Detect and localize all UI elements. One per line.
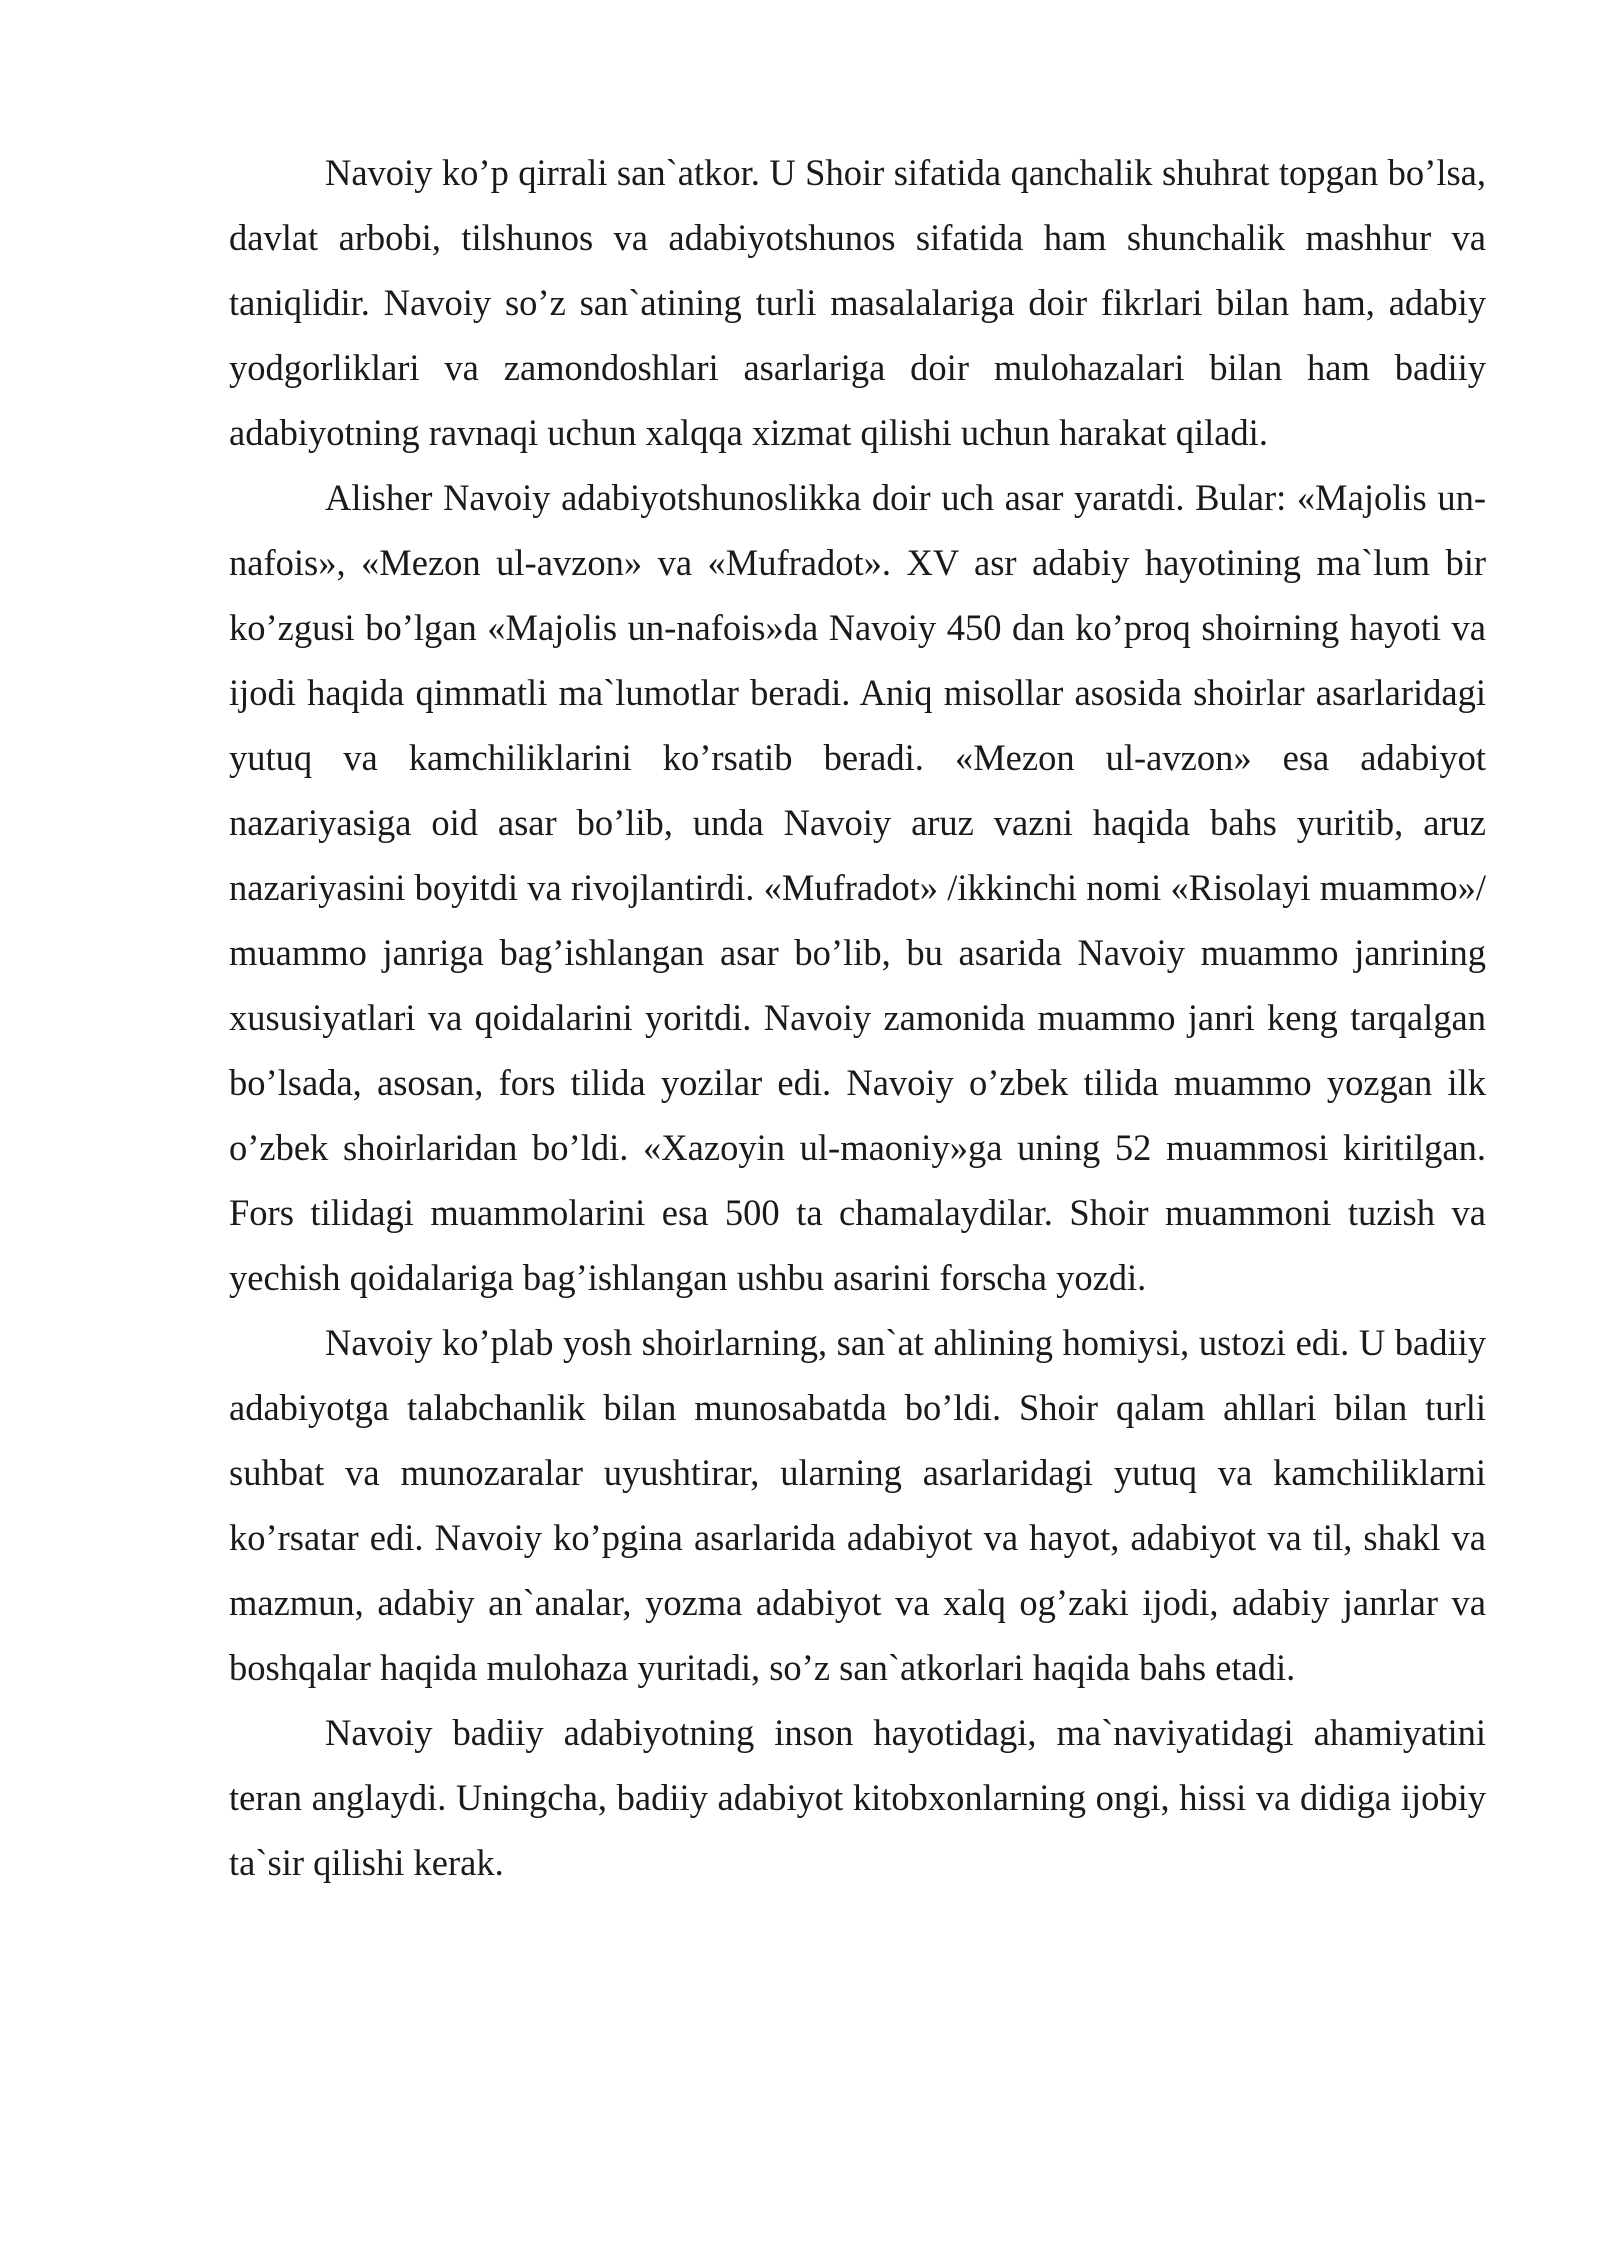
paragraph-2: Alisher Navoiy adabiyotshunoslikka doir uch asar yaratdi. Bular: «Majolis un-nafois», «Mezon ul-avzon» va «Mufradot». XV asr adabiy hayotining ma`lum bir ko’zgusi bo’lgan «Majolis un-nafois»da Navoiy 450 dan ko’proq shoirning hayoti va ijodi haqida qimmatli ma`lumotlar beradi. Aniq misollar asosida shoirlar asarlaridagi yutuq va kamchiliklarini ko’rsatib beradi. «Mezon ul-avzon» esa adabiyot nazariyasiga oid asar bo’lib, unda Navoiy aruz vazni haqida bahs yuritib, aruz nazariyasini boyitdi va rivojlantirdi. «Mufradot» /ikkinchi nomi «Risolayi muammo»/ muammo janriga bag’ishlangan asar bo’lib, bu asarida Navoiy muammo janrining xususiyatlari va qoidalarini yoritdi. Navoiy zamonida muammo janri keng tarqalgan bo’lsada, asosan, fors tilida yozilar edi. Navoiy o’zbek tilida muammo yozgan ilk o’zbek shoirlaridan bo’ldi. «Xazoyin ul-maoniy»ga uning 52 muammosi kiritilgan. Fors tilidagi muammolarini esa 500 ta chamalaydilar. Shoir muammoni tuzish va yechish qoidalariga bag’ishlangan ushbu asarini forscha yozdi. — [229, 477, 1486, 1298]
paragraph-4: Navoiy badiiy adabiyotning inson hayotidagi, ma`naviyatidagi ahamiyatini teran anglaydi. Uningcha, badiiy adabiyot kitobxonlarning ongi, hissi va didiga ijobiy ta`sir qilishi kerak. — [229, 1712, 1486, 1883]
paragraph-1: Navoiy ko’p qirrali san`atkor. U Shoir sifatida qanchalik shuhrat topgan bo’lsa, davlat arbobi, tilshunos va adabiyotshunos sifatida ham shunchalik mashhur va taniqlidir. Navoiy so’z san`atining turli masalalariga doir fikrlari bilan ham, adabiy yodgorliklari va zamondoshlari asarlariga doir mulohazalari bilan ham badiiy adabiyotning ravnaqi uchun xalqqa xizmat qilishi uchun harakat qiladi. — [229, 152, 1486, 453]
text-column — [229, 140, 1486, 1895]
paragraph-3: Navoiy ko’plab yosh shoirlarning, san`at ahlining homiysi, ustozi edi. U badiiy adabiyotga talabchanlik bilan munosabatda bo’ldi. Shoir qalam ahllari bilan turli suhbat va munozaralar uyushtirar, ularning asarlaridagi yutuq va kamchiliklarni ko’rsatar edi. Navoiy ko’pgina asarlarida adabiyot va hayot, adabiyot va til, shakl va mazmun, adabiy an`analar, yozma adabiyot va xalq og’zaki ijodi, adabiy janrlar va boshqalar haqida mulohaza yuritadi, so’z san`atkorlari haqida bahs etadi. — [229, 1322, 1486, 1688]
